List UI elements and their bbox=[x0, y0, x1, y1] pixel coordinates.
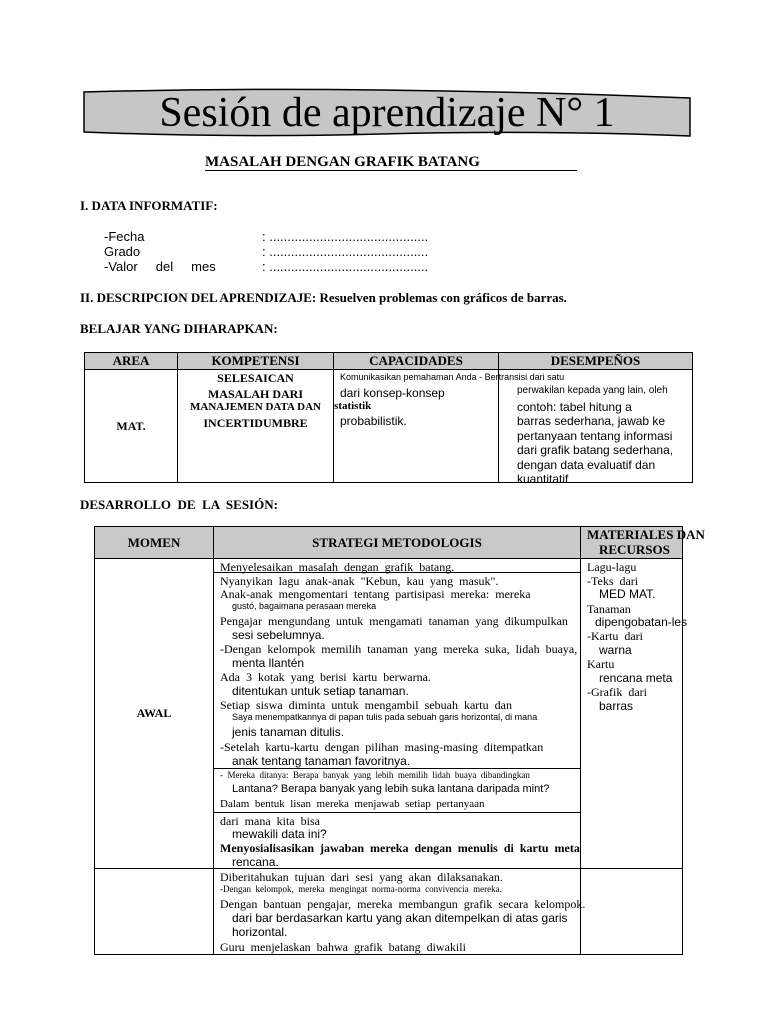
strategi-line: Guru menjelaskan bahwa grafik batang diwakili bbox=[220, 940, 466, 954]
strategi-line: gustó, bagaimana perasaan mereka bbox=[232, 601, 377, 611]
desempenos-line: contoh: tabel hitung a bbox=[517, 400, 632, 414]
row-divider bbox=[214, 812, 580, 813]
kompetensi-line: SELESAICAN bbox=[217, 371, 294, 385]
desempenos-line: dengan data evaluatif dan bbox=[517, 458, 656, 472]
row-divider bbox=[214, 768, 580, 769]
strategi-line: Ada 3 kotak yang berisi kartu berwarna. bbox=[220, 670, 431, 684]
strategi-line: Menyosialisasikan jawaban mereka dengan menulis di kartu meta bbox=[220, 841, 580, 855]
strategi-line: Lantana? Berapa banyak yang lebih suka lantana daripada mint? bbox=[232, 783, 550, 795]
momen-awal-cell: AWAL bbox=[95, 559, 214, 869]
desempenos-line: pertanyaan tentang informasi bbox=[517, 429, 673, 443]
strategi-line: Dengan bantuan pengajar, mereka membangun grafik secara kelompok. bbox=[220, 897, 586, 911]
strategi-line: menta llantén bbox=[232, 656, 305, 670]
strategi-line: Anak-anak mengomentari tentang partisipasi mereka: mereka bbox=[220, 587, 531, 601]
field-label-fecha: -Fecha bbox=[104, 229, 145, 244]
title-banner bbox=[80, 86, 694, 140]
materiales-line: Kartu bbox=[587, 657, 615, 671]
field-value-fecha: : ............................................ bbox=[262, 229, 429, 244]
header-capacidades: CAPACIDADES bbox=[334, 353, 499, 370]
page-title: Sesión de aprendizaje N° 1 bbox=[159, 90, 615, 136]
strategi-line: Setiap siswa diminta untuk mengambil sebuah kartu dan bbox=[220, 698, 512, 712]
strategi-cell-awal bbox=[214, 559, 581, 869]
strategi-cell-next bbox=[214, 869, 586, 955]
materiales-line: Lagu-lagu bbox=[587, 560, 637, 574]
momen-next-cell bbox=[95, 869, 214, 955]
capacidades-line: statistik bbox=[334, 400, 372, 412]
header-kompetensi: KOMPETENSI bbox=[178, 353, 334, 370]
strategi-line: - Mereka ditanya: Berapa banyak yang lebih memilih lidah buaya dibandingkan bbox=[220, 770, 530, 780]
subtitle: MASALAH DENGAN GRAFIK BATANG bbox=[205, 154, 480, 170]
field-label-grado: Grado bbox=[104, 244, 141, 259]
header-desempenos: DESEMPEÑOS bbox=[499, 353, 693, 370]
strategi-line: -Setelah kartu-kartu dengan pilihan masing-masing ditempatkan bbox=[220, 740, 544, 754]
strategi-line: sesi sebelumnya. bbox=[232, 628, 325, 642]
materiales-line: -Kartu dari bbox=[587, 629, 643, 643]
strategi-line: Menyelesaikan masalah dengan grafik batang. bbox=[220, 560, 455, 574]
section-heading-data-informatif: I. DATA INFORMATIF: bbox=[80, 198, 218, 213]
capacidades-line: probabilistik. bbox=[340, 414, 407, 428]
field-label-valor: -Valor del mes bbox=[104, 259, 216, 274]
strategi-line: Nyanyikan lagu anak-anak "Kebun, kau yang masuk". bbox=[220, 574, 499, 588]
materiales-cell bbox=[581, 559, 688, 869]
header-materiales bbox=[581, 527, 705, 559]
strategi-line: Pengajar mengundang untuk mengamati tanaman yang dikumpulkan bbox=[220, 614, 568, 628]
materiales-line: -Grafik dari bbox=[587, 685, 647, 699]
materiales-line: barras bbox=[599, 699, 634, 713]
desempenos-cell bbox=[499, 370, 693, 486]
session-table bbox=[94, 526, 705, 955]
strategi-line: mewakili data ini? bbox=[232, 827, 327, 841]
area-cell: MAT. bbox=[85, 370, 178, 483]
header-momen: MOMEN bbox=[95, 527, 214, 559]
descripcion-text: Resuelven problemas con gráficos de barras. bbox=[319, 290, 567, 305]
kompetensi-cell bbox=[178, 370, 334, 483]
strategi-line: horizontal. bbox=[232, 925, 288, 939]
desarrollo-heading: DESARROLLO DE LA SESIÓN: bbox=[80, 497, 278, 512]
strategi-line: dari mana kita bisa bbox=[220, 814, 320, 828]
strategi-line: -Dengan kelompok, mereka mengingat norma-norma convivencia mereka. bbox=[220, 884, 502, 894]
desempenos-line: kuantitatif bbox=[517, 472, 569, 486]
header-area: AREA bbox=[85, 353, 178, 370]
field-value-valor: : ............................................ bbox=[262, 259, 429, 274]
materiales-line: -Teks dari bbox=[587, 574, 639, 588]
strategi-line: Dalam bentuk lisan mereka menjawab setiap pertanyaan bbox=[220, 798, 485, 810]
field-value-grado: : ............................................ bbox=[262, 244, 429, 259]
strategi-line: ditentukan untuk setiap tanaman. bbox=[232, 684, 409, 698]
desempenos-line: barras sederhana, jawab ke bbox=[517, 414, 666, 428]
descripcion-heading: II. DESCRIPCION DEL APRENDIZAJE: bbox=[80, 290, 317, 305]
section-heading-descripcion bbox=[80, 290, 567, 306]
capacidades-line: dari konsep-konsep bbox=[340, 386, 445, 400]
desempenos-line: perwakilan kepada yang lain, oleh bbox=[517, 385, 668, 396]
materiales-next-cell bbox=[581, 869, 683, 955]
strategi-line: Saya menempatkannya di papan tulis pada sebuah garis horizontal, di mana bbox=[232, 712, 538, 722]
belajar-heading: BELAJAR YANG DIHARAPKAN: bbox=[80, 321, 278, 336]
materiales-line: warna bbox=[599, 643, 632, 657]
kompetensi-line: MASALAH DARI bbox=[207, 387, 303, 401]
capacidades-line: Komunikasikan pemahaman Anda - Bertransisi dari satu bbox=[340, 372, 565, 382]
strategi-line: dari bar berdasarkan kartu yang akan ditempelkan di atas garis bbox=[232, 911, 568, 925]
strategi-line: rencana. bbox=[232, 855, 279, 869]
kompetensi-line: INCERTIDUMBRE bbox=[203, 416, 308, 430]
materiales-line: dipengobatan-les bbox=[595, 615, 688, 629]
strategi-line: jenis tanaman ditulis. bbox=[232, 725, 345, 739]
learning-table bbox=[84, 352, 693, 486]
header-materiales-line2: RECURSOS bbox=[599, 542, 670, 557]
header-materiales-line1: MATERIALES DAN bbox=[587, 527, 705, 542]
strategi-line: Diberitahukan tujuan dari sesi yang akan dilaksanakan. bbox=[220, 870, 503, 884]
desempenos-line: dari grafik batang sederhana, bbox=[517, 443, 674, 457]
materiales-line: Tanaman bbox=[587, 602, 631, 616]
header-strategi: STRATEGI METODOLOGIS bbox=[214, 527, 581, 559]
materiales-line: MED MAT. bbox=[599, 587, 656, 601]
row-divider bbox=[214, 572, 580, 573]
strategi-line: -Dengan kelompok memilih tanaman yang mereka suka, lidah buaya, bbox=[220, 642, 578, 656]
kompetensi-line: MANAJEMEN DATA DAN bbox=[190, 401, 321, 413]
subtitle-underline bbox=[205, 170, 577, 171]
materiales-line: rencana meta bbox=[599, 671, 673, 685]
strategi-line: anak tentang tanaman favoritnya. bbox=[232, 754, 411, 768]
